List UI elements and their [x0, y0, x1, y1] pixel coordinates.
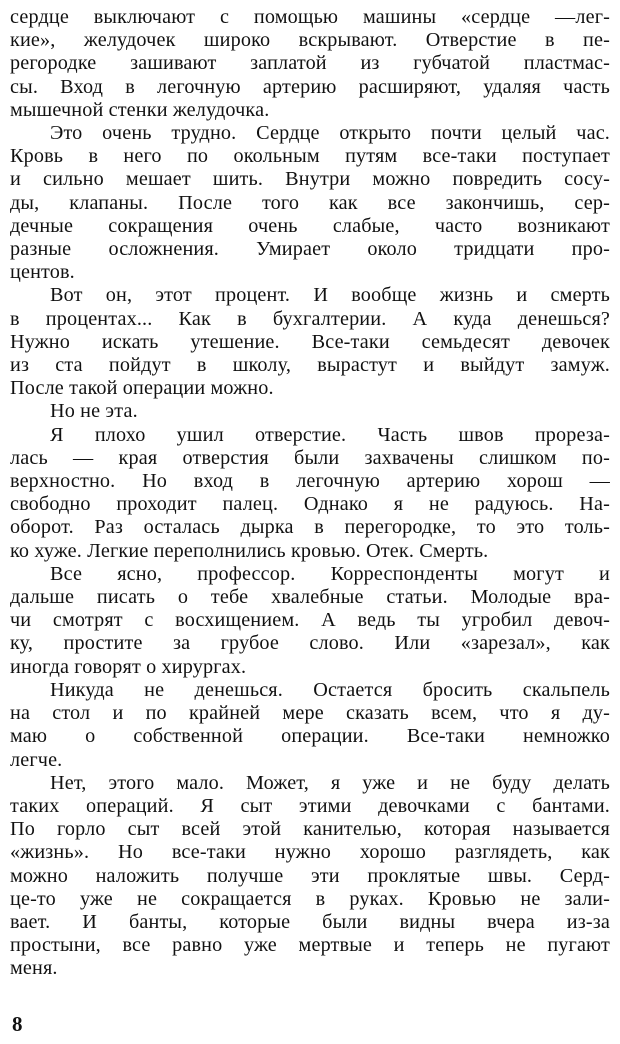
- text-line: Но не эта.: [50, 400, 138, 423]
- text-line: После такой операции можно.: [10, 377, 274, 400]
- text-line: Кровь в него по окольным путям все-таки поступает: [10, 145, 610, 168]
- text-line: сердце выключают с помощью машины «сердце —лег-: [10, 6, 610, 28]
- paragraph-1: [10, 6, 610, 122]
- text-line: оборот. Раз осталась дырка в перегородке, то это толь-: [10, 516, 610, 539]
- text-line: По горло сыт всей этой канителью, которая называется: [10, 818, 610, 841]
- paragraph-6: [10, 563, 610, 679]
- page-number: 8: [12, 1012, 23, 1036]
- text-line: меня.: [10, 957, 58, 980]
- text-line: из ста пойдут в школу, вырастут и выйдут замуж.: [10, 354, 610, 377]
- body-text: [10, 6, 610, 981]
- text-line: Никуда не денешься. Остается бросить скальпель: [50, 678, 610, 701]
- paragraph-5: [10, 424, 610, 563]
- paragraph-4: [10, 400, 610, 423]
- text-line: Нужно искать утешение. Все-таки семьдесят девочек: [10, 330, 610, 353]
- text-line: можно наложить получше эти проклятые швы. Серд-: [10, 864, 610, 887]
- text-line: легче.: [10, 748, 63, 771]
- paragraph-3: [10, 284, 610, 400]
- text-line: ды, клапаны. После того как все закончишь, сер-: [10, 191, 610, 214]
- text-line: вает. И банты, которые были видны вчера из-за: [10, 910, 610, 933]
- text-line: Нет, этого мало. Может, я уже и не буду делать: [50, 771, 610, 794]
- text-line: и сильно мешает шить. Внутри можно повредить сосу-: [10, 168, 610, 191]
- text-line: свободно проходит палец. Однако я не радуюсь. На-: [10, 493, 610, 516]
- text-line: «жизнь». Но все-таки нужно хорошо разглядеть, как: [10, 841, 610, 864]
- text-line: в процентах... Как в бухгалтерии. А куда денешься?: [10, 307, 610, 330]
- text-line: разные осложнения. Умирает около тридцати про-: [10, 238, 610, 261]
- text-line: дальше писать о тебе хвалебные статьи. Молодые вра-: [10, 586, 610, 609]
- text-line: сы. Вход в легочную артерию расширяют, удаляя часть: [10, 75, 610, 98]
- text-line: Вот он, этот процент. И вообще жизнь и смерть: [50, 284, 610, 307]
- text-line: центов.: [10, 261, 75, 284]
- text-line: чи смотрят с восхищением. А ведь ты угробил девоч-: [10, 609, 610, 632]
- text-line: простыни, все равно уже мертвые и теперь не пугают: [10, 934, 610, 957]
- text-line: регородке зашивают заплатой из губчатой пластмас-: [10, 52, 610, 75]
- paragraph-2: [10, 122, 610, 284]
- text-line: ку, простите за грубое слово. Или «зарезал», как: [10, 632, 610, 655]
- text-line: це-то уже не сокращается в руках. Кровью не зали-: [10, 887, 610, 910]
- text-line: Это очень трудно. Сердце открыто почти целый час.: [50, 122, 610, 145]
- paragraph-7: [10, 679, 610, 772]
- text-line: маю о собственной операции. Все-таки немножко: [10, 725, 610, 748]
- text-line: ко хуже. Легкие переполнились кровью. Отек. Смерть.: [10, 539, 489, 562]
- paragraph-8: [10, 772, 610, 981]
- text-line: Все ясно, профессор. Корреспонденты могут и: [50, 562, 610, 585]
- text-line: дечные сокращения очень слабые, часто возникают: [10, 214, 610, 237]
- text-line: лась — края отверстия были захвачены слишком по-: [10, 446, 610, 469]
- text-line: Я плохо ушил отверстие. Часть швов прореза-: [50, 423, 610, 446]
- text-line: на стол и по крайней мере сказать всем, что я ду-: [10, 702, 610, 725]
- text-line: кие», желудочек широко вскрывают. Отверстие в пе-: [10, 29, 610, 52]
- text-line: верхностно. Но вход в легочную артерию хорош —: [10, 470, 610, 493]
- text-line: мышечной стенки желудочка.: [10, 98, 270, 121]
- text-line: таких операций. Я сыт этими девочками с бантами.: [10, 794, 610, 817]
- text-line: иногда говорят о хирургах.: [10, 655, 247, 678]
